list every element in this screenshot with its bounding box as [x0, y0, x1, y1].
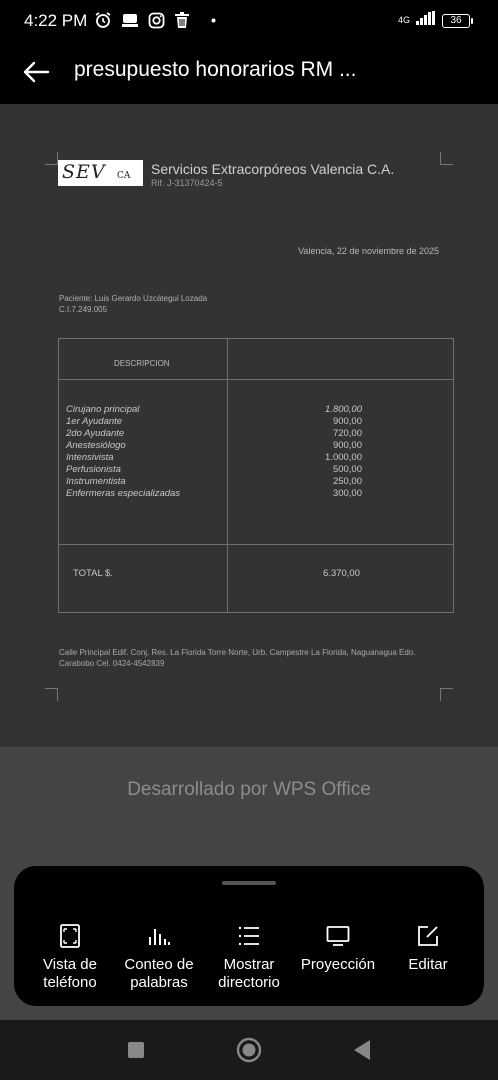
status-right	[398, 11, 470, 30]
trash-icon	[174, 12, 190, 29]
arrow-left-icon	[22, 61, 50, 83]
table-header-description: DESCRIPCION	[114, 359, 170, 368]
table-row-amount: 900,00	[332, 416, 362, 427]
page-corner-mark	[440, 688, 453, 701]
dot-icon	[211, 18, 216, 23]
table-row-desc: 1er Ayudante	[66, 416, 123, 427]
table-row-desc: Perfusionista	[66, 464, 121, 475]
edit-button[interactable]	[380, 920, 476, 974]
bnc-icon	[121, 11, 139, 29]
word-count-button[interactable]	[111, 920, 207, 992]
show-directory-button[interactable]	[201, 920, 297, 992]
wps-credit: Desarrollado por WPS Office	[127, 779, 371, 800]
patient-name: Paciente: Luis Gerardo Uzcátegui Lozada	[59, 294, 208, 303]
document-title: presupuesto honorarios RM ...	[74, 58, 357, 81]
back-icon	[353, 1039, 371, 1061]
company-name: Servicios Extracorpóreos Valencia C.A.	[151, 161, 395, 177]
battery-level: 36	[450, 15, 462, 26]
status-bar	[0, 0, 498, 42]
table-row-amount: 900,00	[332, 440, 362, 451]
table-descriptions	[66, 404, 180, 500]
page-corner-mark	[440, 152, 453, 165]
table-row-amount: 300,00	[332, 488, 362, 499]
table-row-desc: Enfermeras especializadas	[66, 488, 181, 499]
action-label: palabras	[130, 974, 188, 991]
page-corner-mark	[45, 688, 58, 701]
recent-apps-icon	[127, 1041, 145, 1059]
total-value: 6.370,00	[323, 568, 360, 579]
company-address: Calle Principal Edif. Conj. Res. La Florida Torre Norte, Urb. Campestre La Florida, Naguanagua Edo. Carabobo Cel. 0424-4542839	[59, 648, 416, 668]
network-label: 4G	[397, 15, 410, 25]
action-label: directorio	[218, 974, 280, 991]
battery-icon	[442, 14, 470, 28]
company-logo	[58, 160, 143, 186]
table-divider	[58, 544, 454, 545]
action-label: Editar	[408, 956, 448, 973]
table-row-amount: 1.000,00	[325, 452, 362, 463]
page-corner-mark	[45, 152, 58, 165]
monitor-icon	[326, 925, 350, 947]
action-label: Proyección	[300, 956, 376, 973]
table-row-amount: 720,00	[332, 428, 362, 439]
table-row-desc: Instrumentista	[66, 476, 126, 487]
table-row-desc: Intensivista	[66, 452, 114, 463]
app-bar	[0, 42, 498, 104]
patient-id: C.I.7.249.005	[59, 305, 108, 314]
instagram-icon	[148, 12, 165, 29]
table-row-desc: 2do Ayudante	[66, 428, 125, 439]
action-label: teléfono	[43, 974, 97, 991]
action-label: Vista de	[43, 956, 97, 973]
logo-sub: CA	[117, 171, 131, 181]
table-amounts	[230, 404, 362, 500]
table-row-desc: Cirujano principal	[66, 404, 140, 415]
nav-back-button[interactable]	[346, 1034, 378, 1066]
back-button[interactable]	[18, 54, 54, 90]
table-row-amount: 1.800,00	[325, 404, 362, 415]
table-row-amount: 500,00	[332, 464, 362, 475]
patient-info	[59, 293, 207, 315]
table-divider	[58, 379, 454, 380]
status-icons	[94, 11, 216, 29]
total-label: TOTAL $.	[73, 568, 113, 579]
table-row-desc: Anestesiólogo	[66, 440, 126, 451]
phone-view-button[interactable]	[22, 920, 118, 992]
table-row-amount: 250,00	[332, 476, 362, 487]
action-label: Mostrar	[223, 956, 275, 973]
alarm-icon	[94, 11, 112, 29]
projection-button[interactable]	[290, 920, 386, 974]
document-date: Valencia, 22 de noviembre de 2025	[298, 246, 439, 256]
logo-text: SEV	[62, 161, 106, 183]
home-icon	[236, 1037, 262, 1063]
home-button[interactable]	[233, 1034, 265, 1066]
edit-icon	[416, 925, 440, 947]
company-rif: Rif. J-31370424-5	[151, 178, 223, 188]
list-icon	[237, 925, 261, 947]
recent-apps-button[interactable]	[120, 1034, 152, 1066]
signal-icon	[416, 11, 436, 30]
action-label: Conteo de	[124, 956, 194, 973]
status-time: 4:22 PM	[24, 11, 88, 30]
phone-view-icon	[59, 924, 81, 948]
bar-chart-icon	[147, 925, 171, 947]
sheet-drag-handle[interactable]	[222, 881, 276, 885]
